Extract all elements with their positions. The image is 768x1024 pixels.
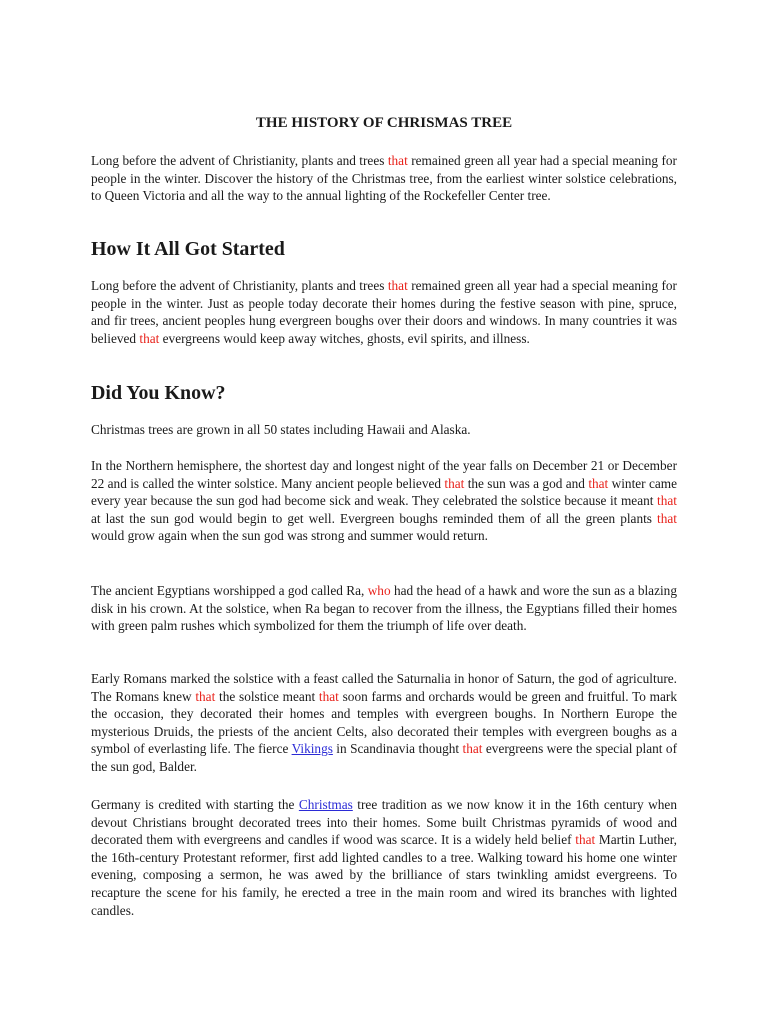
text-run: Martin Luther, the 16th-century Protestant reformer, first add lighted candles to a tree. Walking toward his home one winter evening, composing a sermon, he was awed by the brilliance of stars twinkling amidst evergreens. To recapture the scene for his family, he erected a tree in the main room and wired its branches with lighted candles. [91,832,677,918]
text-run: The ancient Egyptians worshipped a god called Ra, [91,583,368,598]
text-run: In the Northern hemisphere, the shortest day and longest night of the year falls on December 21 or December 22 and is called the winter solstice. Many ancient people believed [91,458,677,491]
text-run: Germany is credited with starting the [91,797,299,812]
highlighted-word: that [657,510,677,526]
highlighted-word: that [462,741,483,757]
highlighted-word: that [195,688,216,704]
text-run: evergreens would keep away witches, ghosts, evil spirits, and illness. [159,330,530,346]
text-run: remained green all year had a special meaning for people in the winter. Discover the history of the Christmas tree, from the earliest winter solstice celebrations, to Queen Victoria and all the way to the annual lighting of the Rockefeller Center tree. [91,153,677,204]
romans-paragraph [91,670,677,776]
highlighted-word: that [657,493,677,509]
page-title: THE HISTORY OF CHRISMAS TREE [255,115,513,131]
text-run: winter came every year because the sun god had become sick and weak. They celebrated the solstice because it meant [91,475,678,509]
text-run: Early Romans marked the solstice with a feast called the Saturnalia in honor of Saturn, the god of agriculture. The Romans knew [91,671,677,704]
highlighted-word: that [575,832,596,848]
text-run: the solstice meant [215,688,319,704]
egyptians-paragraph [91,582,677,635]
christmas-link[interactable]: Christmas [298,797,353,812]
solstice-paragraph [91,457,677,545]
started-paragraph [91,277,677,347]
highlighted-word: who [367,583,391,598]
text-run: in Scandinavia thought [332,741,463,757]
text-run: remained green all year had a special meaning for people in the winter. Just as people today decorate their homes during the festive season with pine, spruce, and fir trees, ancient peoples hung evergreen boughs over their doors and windows. In many countries it was believed [91,278,677,346]
highlighted-word: that [139,330,160,346]
text-run: would grow again when the sun god was strong and summer would return. [91,528,488,544]
text-run: had the head of a hawk and wore the sun as a blazing disk in his crown. At the solstice, when Ra began to recover from the illness, the Egyptians filled their homes with green palm rushes which symbolized for them the triumph of life over death. [91,583,677,634]
text-run: Long before the advent of Christianity, plants and trees [91,153,388,168]
text-run: the sun was a god and [464,475,589,491]
highlighted-word: that [444,475,465,491]
text-run: soon farms and orchards would be green and fruitful. To mark the occasion, they decorated their homes and temples with evergreen boughs. In Northern Europe the mysterious Druids, the priests of the ancient Celts, also decorated their temples with evergreen boughs as a symbol of everlasting life. The fierce [91,688,677,757]
vikings-link[interactable]: Vikings [291,741,333,757]
highlighted-word: that [387,153,408,168]
text-run: at last the sun god would begin to get well. Evergreen boughs reminded them of all the green plants [91,510,658,526]
germany-paragraph [91,796,677,919]
highlighted-word: that [387,278,408,293]
section-heading-started: How It All Got Started [91,238,285,260]
highlighted-word: that [588,475,609,491]
text-run: evergreens were the special plant of the sun god, Balder. [91,741,677,774]
text-run: tree tradition as we now know it in the 16th century when devout Christians brought decorated trees into their homes. Some built Christmas pyramids of wood and decorated them with evergreens and candles if wood was scarce. It is a widely held belief [91,797,677,848]
section-heading-know: Did You Know? [91,382,226,404]
text-run: Long before the advent of Christianity, plants and trees [91,278,388,293]
intro-paragraph [91,152,677,205]
highlighted-word: that [318,688,339,704]
fact-paragraph: Christmas trees are grown in all 50 states including Hawaii and Alaska. [91,422,471,437]
